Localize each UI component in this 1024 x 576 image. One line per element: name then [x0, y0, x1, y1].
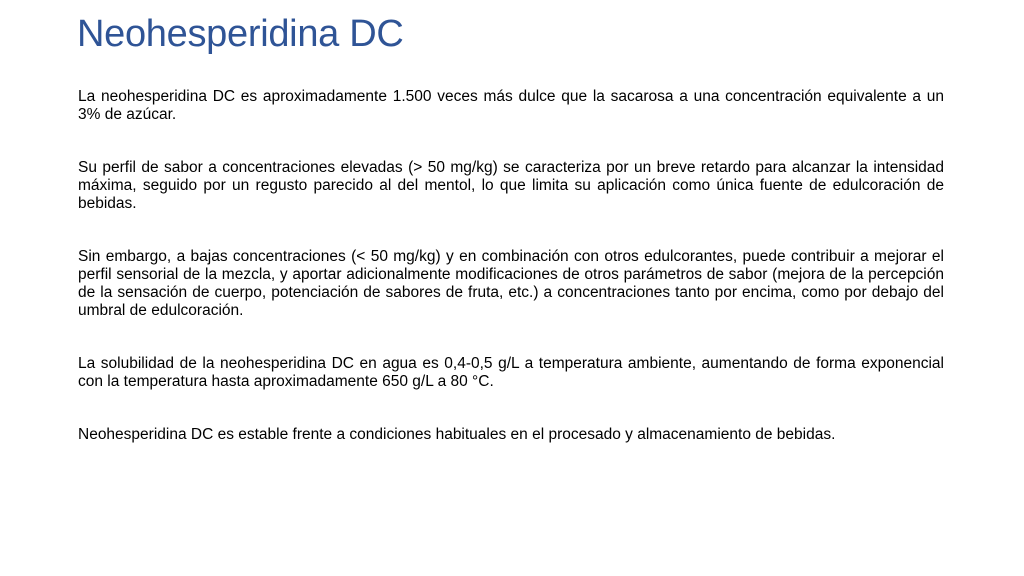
paragraph-solubility: La solubilidad de la neohesperidina DC en agua es 0,4-0,5 g/L a temperatura ambiente, aumentando de forma exponencial con la temperatura hasta aproximadamente 650 g/L a 80 °C.: [78, 355, 944, 390]
paragraph-flavor-profile: Su perfil de sabor a concentraciones elevadas (> 50 mg/kg) se caracteriza por un breve retardo para alcanzar la intensidad máxima, seguido por un regusto parecido al del mentol, lo que limita su aplicación como única fuente de edulcoración de bebidas.: [78, 159, 944, 212]
paragraph-stability: Neohesperidina DC es estable frente a condiciones habituales en el procesado y almacenamiento de bebidas.: [78, 426, 836, 443]
paragraph-low-concentrations: Sin embargo, a bajas concentraciones (< 50 mg/kg) y en combinación con otros edulcorantes, puede contribuir a mejorar el perfil sensorial de la mezcla, y aportar adicionalmente modificaciones de otros parámetros de sabor (mejora de la percepción de la sensación de cuerpo, potenciación de sabores de fruta, etc.) a concentraciones tanto por encima, como por debajo del umbral de edulcoración.: [78, 248, 944, 319]
slide-body: [78, 88, 944, 479]
paragraph-sweetness: La neohesperidina DC es aproximadamente 1.500 veces más dulce que la sacarosa a una concentración equivalente a un 3% de azúcar.: [78, 88, 944, 123]
slide-title: Neohesperidina DC: [77, 13, 404, 55]
